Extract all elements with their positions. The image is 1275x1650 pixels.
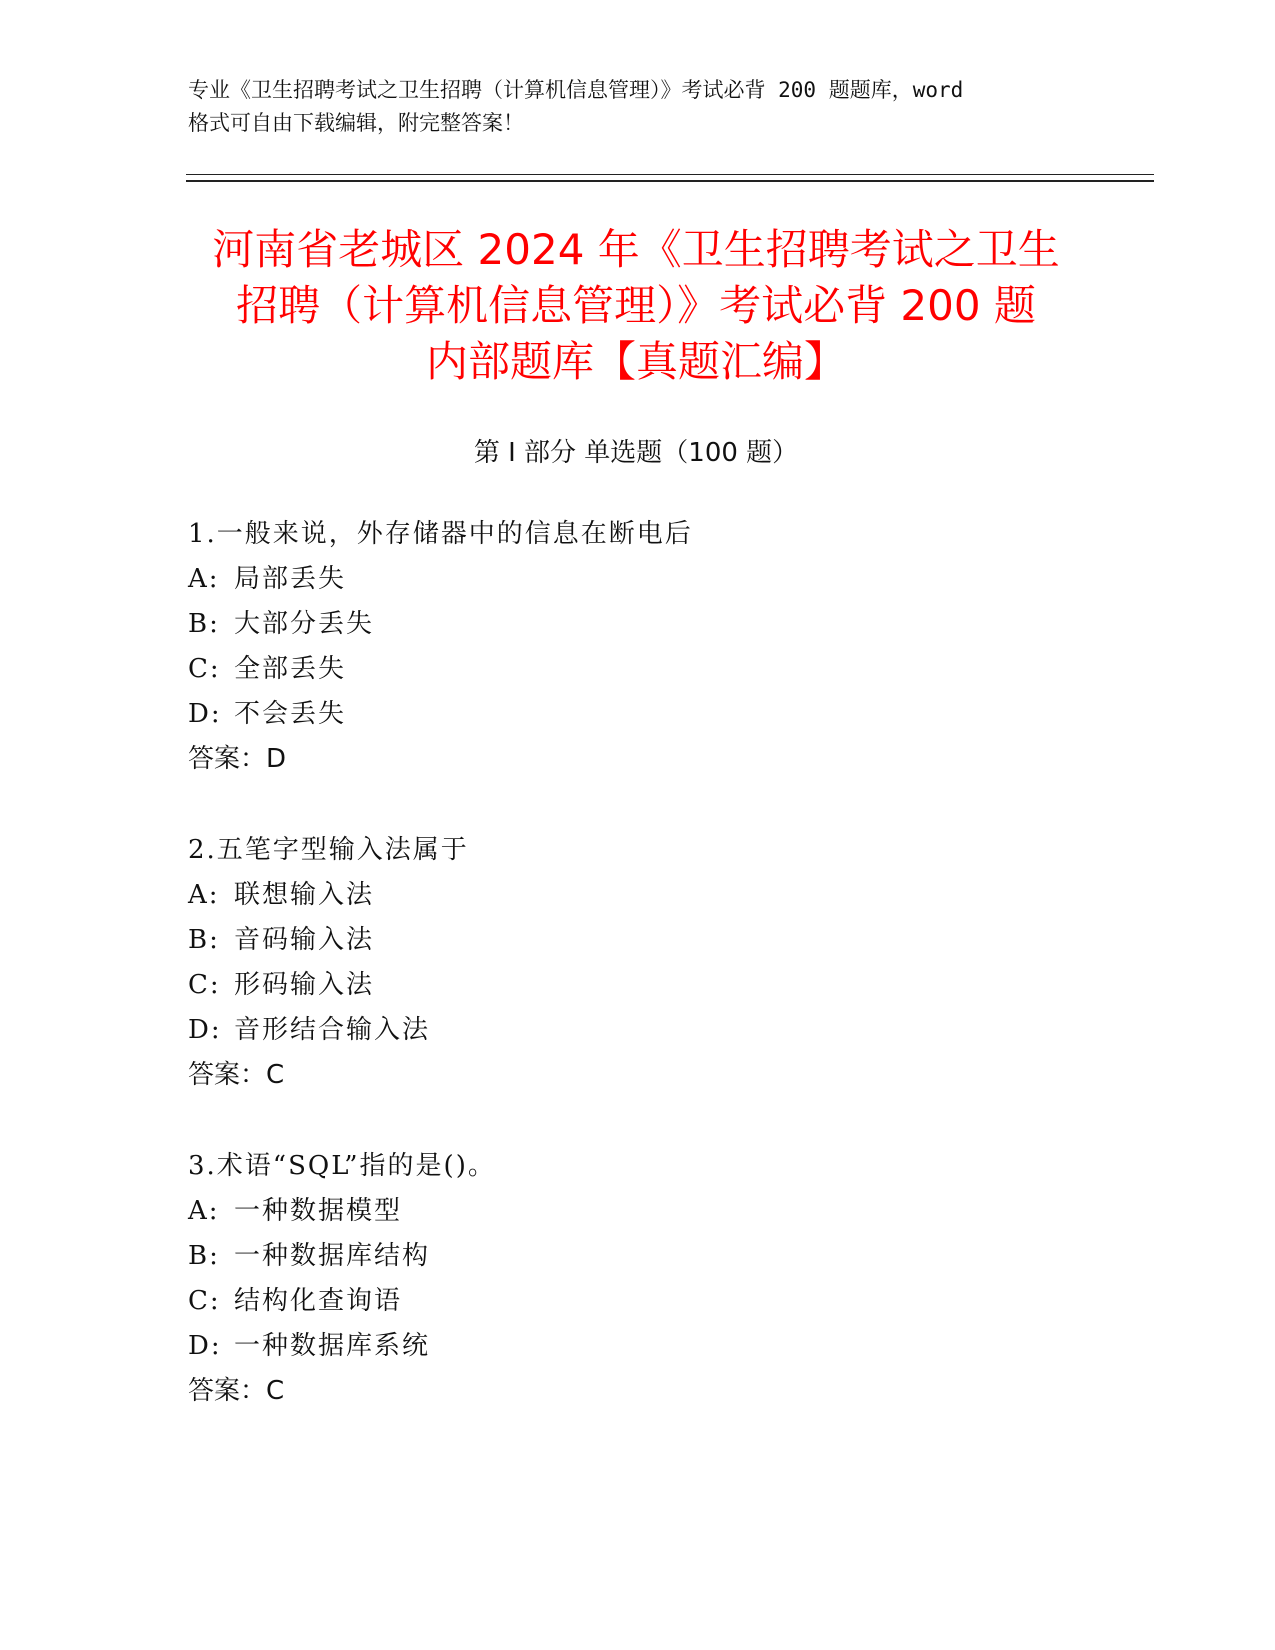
option-key: C: bbox=[188, 654, 221, 684]
option-text: 局部丢失 bbox=[234, 564, 347, 594]
option-text: 音形结合输入法 bbox=[234, 1015, 431, 1045]
question-stem: 2.五笔字型输入法属于 bbox=[188, 835, 469, 865]
document-title bbox=[186, 222, 1086, 390]
question-option bbox=[188, 1279, 1088, 1324]
option-text: 大部分丢失 bbox=[234, 609, 375, 639]
question-option bbox=[188, 873, 1088, 918]
option-key: B: bbox=[188, 1241, 220, 1271]
question-stem: 3.术语“SQL”指的是()。 bbox=[188, 1151, 496, 1181]
document-title-line-3: 内部题库【真题汇编】 bbox=[425, 337, 846, 386]
question-answer: 答案：D bbox=[188, 744, 287, 774]
option-text: 形码输入法 bbox=[234, 970, 375, 1000]
question-option bbox=[188, 692, 1088, 737]
option-text: 一种数据库系统 bbox=[234, 1331, 431, 1361]
question-option bbox=[188, 918, 1088, 963]
header-note bbox=[188, 74, 1088, 140]
question-block bbox=[188, 512, 1088, 782]
question-option bbox=[188, 602, 1088, 647]
header-divider-thin bbox=[186, 174, 1154, 175]
option-text: 一种数据模型 bbox=[234, 1196, 403, 1226]
option-key: D: bbox=[188, 1331, 222, 1361]
option-key: D: bbox=[188, 699, 222, 729]
question-option bbox=[188, 1189, 1088, 1234]
option-text: 不会丢失 bbox=[234, 699, 347, 729]
option-key: A: bbox=[188, 880, 220, 910]
question-block bbox=[188, 828, 1088, 1098]
header-note-line-2: 格式可自由下载编辑，附完整答案！ bbox=[188, 111, 524, 135]
question-option bbox=[188, 647, 1088, 692]
option-text: 联想输入法 bbox=[234, 880, 375, 910]
question-option bbox=[188, 557, 1088, 602]
question-option bbox=[188, 1008, 1088, 1053]
option-key: D: bbox=[188, 1015, 222, 1045]
option-text: 全部丢失 bbox=[234, 654, 347, 684]
question-answer: 答案：C bbox=[188, 1376, 285, 1406]
option-text: 音码输入法 bbox=[234, 925, 375, 955]
document-title-line-1: 河南省老城区 2024 年《卫生招聘考试之卫生 bbox=[212, 225, 1060, 274]
option-key: A: bbox=[188, 564, 220, 594]
option-key: C: bbox=[188, 970, 221, 1000]
question-option bbox=[188, 1234, 1088, 1279]
option-text: 一种数据库结构 bbox=[234, 1241, 431, 1271]
header-note-line-1: 专业《卫生招聘考试之卫生招聘（计算机信息管理）》考试必背 200 题题库，word bbox=[188, 78, 964, 102]
question-answer: 答案：C bbox=[188, 1060, 285, 1090]
header-divider-thick bbox=[186, 180, 1154, 182]
option-key: B: bbox=[188, 609, 220, 639]
document-title-line-2: 招聘（计算机信息管理）》考试必背 200 题 bbox=[236, 281, 1036, 330]
option-key: A: bbox=[188, 1196, 220, 1226]
option-text: 结构化查询语 bbox=[234, 1286, 403, 1316]
option-key: C: bbox=[188, 1286, 221, 1316]
section-title: 第 I 部分 单选题（100 题） bbox=[473, 438, 799, 468]
option-key: B: bbox=[188, 925, 220, 955]
question-option bbox=[188, 1324, 1088, 1369]
question-option bbox=[188, 963, 1088, 1008]
question-block bbox=[188, 1144, 1088, 1414]
question-stem: 1.一般来说，外存储器中的信息在断电后 bbox=[188, 519, 693, 549]
